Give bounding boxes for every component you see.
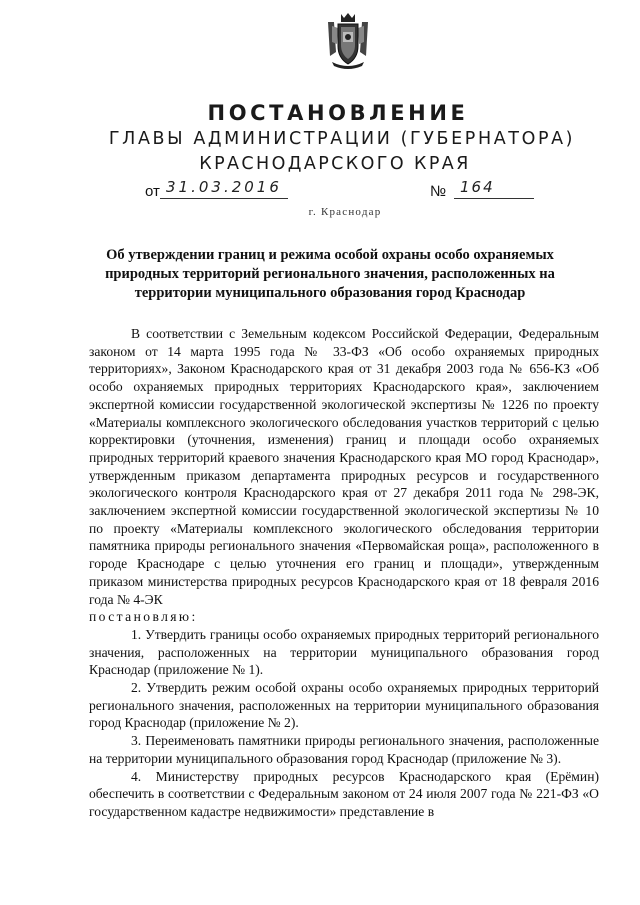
list-item: 1. Утвердить границы особо охраняемых природных территорий регионального значения, расположенных на территории муниципального образования город Краснодар (приложение № 1).: [89, 626, 599, 678]
preamble-text: В соответствии с Земельным кодексом Российской Федерации, Федеральным законом от 14 марта 1995 года № 33-ФЗ «Об особо охраняемых природных территориях», Законом Краснодарского края от 31 декабря 2003 года № 656-КЗ «Об особо охраняемых природных территориях Краснодарского края», заключением экспертной комиссии государственной экологической экспертизы № 1226 по проекту «Материалы комплексного экологического обследования участков территорий с целью корректировки (уточнения, изменения) границ и площади особо охраняемых природных территорий краевого значения Краснодарского края МО город Краснодар», утвержденным приказом департамента природных ресурсов и государственного экологического контроля Краснодарского края от 27 декабря 2011 года № 298-ЭК, заключением экспертной комиссии государственной экологической экспертизы № 10 по проекту «Материалы комплексного экологического обследования территории памятника природы регионального значения «Первомайская роща», расположенного в городе Краснодаре с целью уточнения его границ и площади», утвержденным приказом министерства природных ресурсов Краснодарского края от 18 февраля 2016 года № 4-ЭК: [89, 326, 599, 607]
document-body: [89, 325, 599, 821]
list-item: 4. Министерству природных ресурсов Краснодарского края (Ерёмин) обеспечить в соответствии с Федеральным законом от 24 июля 2007 года № 221-ФЗ «О государственном кадастре недвижимости» представление в: [89, 768, 599, 819]
decree-word: постановляю:: [89, 609, 198, 625]
coat-of-arms-emblem: [324, 12, 372, 70]
city-label: г. Краснодар: [308, 206, 382, 218]
number-field: [454, 178, 534, 199]
list-item: 3. Переименовать памятники природы регионального значения, расположенные на территории муниципального образования город Краснодар (приложение № 3).: [89, 733, 599, 766]
list-item: 2. Утвердить режим особой охраны особо охраняемых природных территорий регионального значения, расположенных на территории муниципального образования город Краснодар (приложение № 2).: [89, 680, 599, 731]
issuer-line-1: ГЛАВЫ АДМИНИСТРАЦИИ (ГУБЕРНАТОРА): [108, 129, 576, 149]
document-title: ПОСТАНОВЛЕНИЕ: [207, 101, 469, 125]
handwritten-number: 164: [460, 178, 495, 196]
document-subject: Об утверждении границ и режима особой охраны особо охраняемых природных территорий регионального значения, расположенных на территории муниципального образования город Краснодар: [105, 247, 555, 301]
date-field: [160, 178, 288, 199]
issuer-line-2: КРАСНОДАРСКОГО КРАЯ: [199, 154, 471, 174]
decree-paragraph: [89, 608, 599, 626]
preamble-paragraph: [89, 325, 599, 608]
handwritten-date: 31.03.2016: [166, 178, 282, 196]
number-prefix: №: [430, 183, 447, 200]
date-number-line: [0, 178, 640, 202]
date-prefix: от: [145, 183, 160, 200]
